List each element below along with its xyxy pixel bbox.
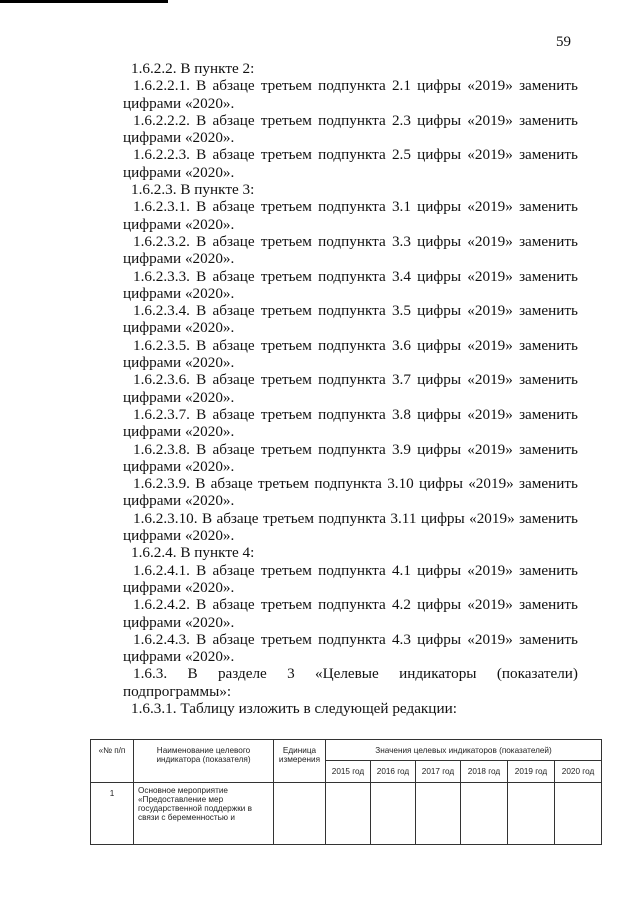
paragraph [123,406,578,441]
word: цифры [417,146,462,164]
word: 1.6.2.3.4. [133,302,190,320]
word: третьем [260,630,312,648]
word: 1.6.2.4.1. [133,561,190,579]
word: 1.6.2.4.2. [133,596,190,614]
paragraph [123,302,578,337]
word: В [196,336,207,354]
word: разделе [217,665,267,683]
word: цифры [417,267,462,285]
paragraph-line [123,562,578,579]
word: 2.1 [391,77,411,95]
header-unit: Единица измерения [274,740,326,783]
word: третьем [260,232,312,250]
word: третьем [260,336,312,354]
paragraph [123,665,578,700]
word: 1.6.2.3.6. [133,371,190,389]
paragraph-line: цифрами «2020». [123,527,235,545]
word: третьем [260,561,312,579]
paragraph [123,371,578,406]
word: цифры [417,336,462,354]
paragraph [123,510,578,545]
word: абзаце [212,198,255,216]
word: 3.1 [391,198,411,216]
table-cell [416,783,461,845]
paragraph-line: цифрами «2020». [123,388,235,406]
paragraph-line [123,198,578,215]
word: индикаторы [399,665,477,683]
word: 3.10 [387,475,414,493]
word: 1.6.2.2.3. [133,146,190,164]
word: «2019» [467,371,513,389]
word: 3.3 [391,232,411,250]
word: 1.6.2.3.9. [133,475,190,493]
paragraph-line: 1.6.3.1. Таблицу изложить в следующей редакции: [131,699,457,717]
word: цифры [417,77,462,95]
paragraph [123,544,578,561]
word: 1.6.2.3.1. [133,198,190,216]
word: третьем [257,475,310,493]
word: абзаце [212,232,255,250]
paragraph [123,181,578,198]
word: подпункта [318,232,386,250]
word: подпункта [318,111,386,129]
document-body [123,60,578,717]
word: подпункта [318,405,386,423]
word: заменить [519,596,578,614]
row-num: 1 [91,783,134,845]
page-number: 59 [556,34,571,50]
word: цифры [417,630,462,648]
word: 3.4 [391,267,411,285]
word: заменить [519,336,578,354]
word: абзаце [212,440,255,458]
word: В [196,596,207,614]
word: (показатели) [496,665,578,683]
paragraph [123,441,578,476]
word: абзаце [212,630,255,648]
paragraph [123,60,578,77]
word: заменить [519,630,578,648]
paragraph [123,596,578,631]
word: абзаце [212,77,255,95]
word: В [196,440,207,458]
word: В [196,146,207,164]
word: 1.6.2.3.5. [133,336,190,354]
paragraph [123,146,578,181]
word: «2019» [467,77,513,95]
word: заменить [519,267,578,285]
word: «Целевые [315,665,379,683]
paragraph-line [123,268,578,285]
word: абзаце [212,302,255,320]
word: абзаце [212,561,255,579]
word: третьем [260,198,312,216]
paragraph [123,631,578,666]
paragraph-line [123,77,578,94]
word: цифры [417,561,462,579]
word: «2019» [467,405,513,423]
paragraph-line: цифрами «2020». [123,129,235,147]
word: заменить [519,111,578,129]
word: цифры [417,198,462,216]
table-cell [326,783,371,845]
word: абзаце [212,336,255,354]
word: третьем [260,77,312,95]
word: подпункта [318,371,386,389]
paragraph [123,77,578,112]
word: заменить [519,198,578,216]
row-indicator-name: Основное мероприятие «Предоставление мер государственной поддержки в связи с беременностью и [134,783,274,845]
table-cell [508,783,555,845]
word: подпункта [318,630,386,648]
paragraph-line: 1.6.2.4. В пункте 4: [131,544,255,562]
word: 4.3 [391,630,411,648]
word: заменить [519,232,578,250]
word: 1.6.2.2.2. [133,111,190,129]
word: 4.1 [391,561,411,579]
paragraph-line [123,596,578,613]
header-year: 2015 год [326,761,371,783]
word: В [196,232,207,250]
header-year: 2019 год [508,761,555,783]
paragraph-line: цифрами «2020». [123,354,235,372]
paragraph-line [123,233,578,250]
paragraph [123,198,578,233]
paragraph-line [123,337,578,354]
word: 1.6.2.3.10. [133,509,198,527]
word: цифры [417,440,462,458]
word: подпункта [318,267,386,285]
word: заменить [519,146,578,164]
word: цифры [419,475,463,493]
word: цифры [417,302,462,320]
header-year: 2016 год [371,761,416,783]
paragraph-line: цифрами «2020». [123,457,235,475]
word: абзаце [212,146,255,164]
word: цифры [417,232,462,250]
word: 3 [287,665,295,683]
paragraph-line [123,510,578,527]
word: заменить [519,561,578,579]
word: абзаце [216,509,259,527]
word: заменить [519,405,578,423]
paragraph-line: цифрами «2020». [123,648,235,666]
word: третьем [260,371,312,389]
paragraph-line [123,406,578,423]
word: подпункта [318,336,386,354]
word: третьем [260,596,312,614]
paragraph-line [123,441,578,458]
word: В [196,371,207,389]
word: В [196,77,207,95]
word: цифры [417,371,462,389]
paragraph-line: цифрами «2020». [123,94,235,112]
word: 1.6.2.3.8. [133,440,190,458]
word: «2019» [467,302,513,320]
word: 1.6.2.3.3. [133,267,190,285]
paragraph-line: цифрами «2020». [123,284,235,302]
word: третьем [260,146,312,164]
word: В [195,475,206,493]
word: «2019» [467,630,513,648]
word: В [196,111,207,129]
header-year: 2017 год [416,761,461,783]
word: «2019» [467,198,513,216]
word: подпункта [314,475,382,493]
word: подпункта [318,146,386,164]
word: абзаце [212,371,255,389]
paragraph-line: цифрами «2020». [123,578,235,596]
word: «2019» [467,146,513,164]
table-row [91,783,602,845]
paragraph-line [123,302,578,319]
word: «2019» [469,509,515,527]
word: 3.5 [391,302,411,320]
word: подпункта [318,596,386,614]
word: абзаце [212,111,255,129]
paragraph [123,337,578,372]
word: 3.8 [391,405,411,423]
word: «2019» [467,267,513,285]
word: подпункта [318,198,386,216]
paragraph-line [123,665,578,682]
word: третьем [260,405,312,423]
word: заменить [519,440,578,458]
word: цифры [420,509,465,527]
table-cell [461,783,508,845]
paragraph-line: цифрами «2020». [123,319,235,337]
header-num: «№ п/п [91,740,134,783]
word: абзаце [212,405,255,423]
word: цифры [417,596,462,614]
word: «2019» [468,475,514,493]
paragraph-line: 1.6.2.3. В пункте 3: [131,181,255,199]
word: В [196,267,207,285]
paragraph-line: цифрами «2020». [123,215,235,233]
word: «2019» [467,440,513,458]
paragraph [123,475,578,510]
word: абзаце [212,267,255,285]
paragraph-line: цифрами «2020». [123,613,235,631]
table-cell [371,783,416,845]
word: заменить [519,371,578,389]
word: цифры [417,111,462,129]
word: третьем [260,111,312,129]
word: абзаце [212,596,255,614]
word: подпункта [318,561,386,579]
paragraph [123,562,578,597]
word: В [196,302,207,320]
paragraph-line: цифрами «2020». [123,423,235,441]
word: 3.11 [390,509,417,527]
word: третьем [260,302,312,320]
header-year: 2020 год [555,761,602,783]
word: цифры [417,405,462,423]
word: третьем [262,509,315,527]
word: 4.2 [391,596,411,614]
paragraph [123,700,578,717]
word: 2.5 [391,146,411,164]
word: «2019» [467,596,513,614]
word: В [196,561,207,579]
paragraph [123,233,578,268]
word: 2.3 [391,111,411,129]
paragraph-line: цифрами «2020». [123,163,235,181]
word: 1.6.2.3.2. [133,232,190,250]
word: «2019» [467,111,513,129]
word: заменить [519,509,578,527]
word: В [196,198,207,216]
word: 1.6.3. [133,665,168,683]
paragraph-line [123,146,578,163]
word: третьем [260,267,312,285]
scan-edge-mark [0,0,168,3]
paragraph-line: цифрами «2020». [123,492,235,510]
word: 3.9 [391,440,411,458]
word: «2019» [467,336,513,354]
word: подпункта [318,440,386,458]
word: заменить [519,302,578,320]
paragraph-line [123,475,578,492]
paragraph-line [123,112,578,129]
paragraph [123,268,578,303]
paragraph-line [123,631,578,648]
word: «2019» [467,561,513,579]
word: 3.6 [391,336,411,354]
word: подпункта [318,302,386,320]
word: заменить [519,475,578,493]
word: «2019» [467,232,513,250]
paragraph-line [123,371,578,388]
table-cell [555,783,602,845]
paragraph-line: 1.6.2.2. В пункте 2: [131,60,255,77]
word: 3.7 [391,371,411,389]
word: третьем [260,440,312,458]
paragraph-line: цифрами «2020». [123,250,235,268]
word: В [196,405,207,423]
header-indicator-values: Значения целевых индикаторов (показателей) [326,740,602,761]
word: В [187,665,198,683]
header-year: 2018 год [461,761,508,783]
word: подпункта [318,509,387,527]
word: В [196,630,207,648]
word: абзаце [210,475,253,493]
word: 1.6.2.2.1. [133,77,190,95]
word: 1.6.2.3.7. [133,405,190,423]
header-indicator-name: Наименование целевого индикатора (показателя) [134,740,274,783]
indicators-table [90,739,602,845]
word: 1.6.2.4.3. [133,630,190,648]
paragraph-line: подпрограммы»: [123,682,232,700]
word: подпункта [318,77,386,95]
word: заменить [519,77,578,95]
table-cell [274,783,326,845]
paragraph [123,112,578,147]
word: В [201,509,213,527]
